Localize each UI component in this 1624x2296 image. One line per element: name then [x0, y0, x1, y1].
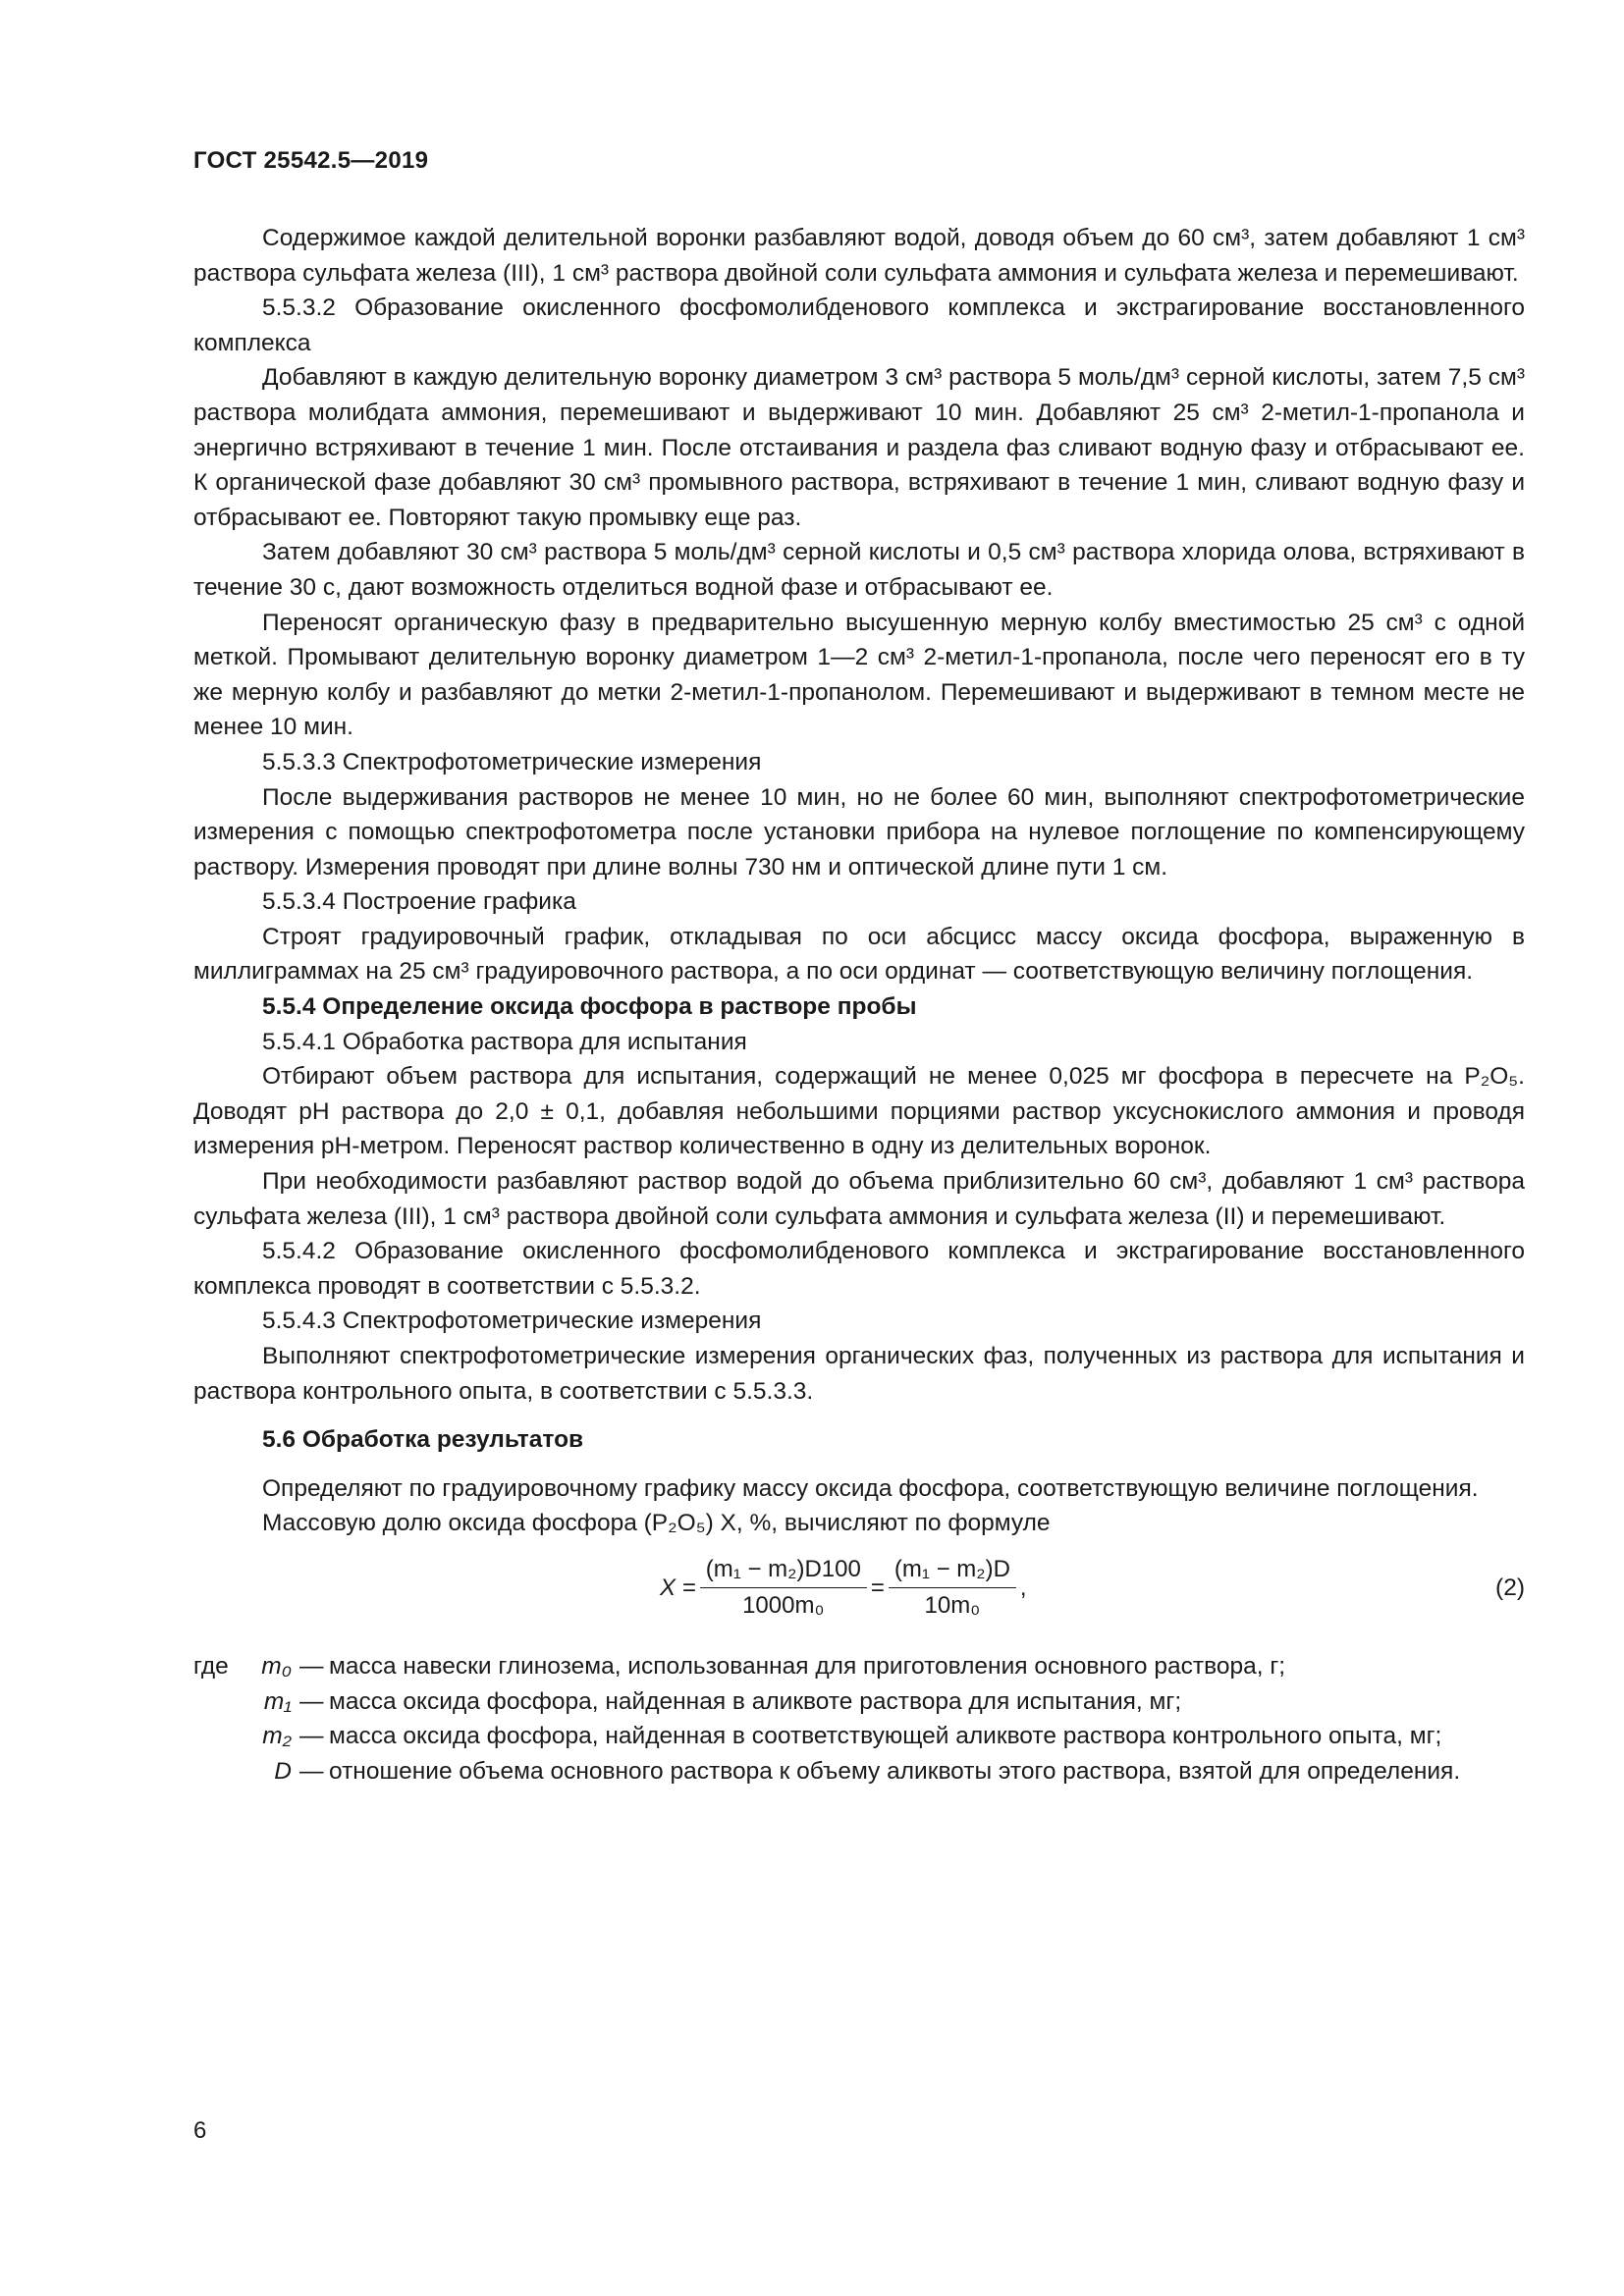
- formula-equals: =: [870, 1575, 885, 1602]
- formula-fraction-1: [700, 1554, 867, 1622]
- page-number: 6: [193, 2117, 207, 2144]
- variable-definitions: [193, 1649, 1525, 1789]
- variable-symbol: m₂: [262, 1723, 292, 1750]
- definition-row: [193, 1684, 1525, 1720]
- paragraph: Определяют по градуировочному графику массу оксида фосфора, соответствующую величине поглощения.: [262, 1474, 1479, 1502]
- paragraph: Переносят органическую фазу в предварительно высушенную мерную колбу вместимостью 25 см³ с одной меткой. Промывают делительную воронку диаметром 1—2 см³ 2-метил-1-пропанола, после чего переносят его в ту же мерную колбу и разбавляют до метки 2-метил-1-пропанолом. Перемешивают и выдерживают в темном месте не менее 10 мин.: [193, 609, 1525, 741]
- variable-symbol: m₀: [261, 1652, 292, 1680]
- where-prefix: где: [193, 1652, 229, 1680]
- section-heading: 5.6 Обработка результатов: [262, 1426, 584, 1454]
- formula: [660, 1553, 1027, 1624]
- definition-dash: —: [299, 1757, 324, 1785]
- formula-lhs: X =: [660, 1575, 696, 1602]
- fraction-numerator: (m₁ − m₂)D: [889, 1554, 1016, 1588]
- variable-definition: масса навески глинозема, использованная для приготовления основного раствора, г;: [329, 1652, 1286, 1680]
- fraction-denominator: 1000m₀: [742, 1592, 825, 1620]
- definition-dash: —: [299, 1687, 324, 1715]
- paragraph: После выдерживания растворов не менее 10 мин, но не более 60 мин, выполняют спектрофотометрические измерения с помощью спектрофотометра после установки прибора на нулевое поглощение по компенсирующему раствору. Измерения проводят при длине волны 730 нм и оптической длине пути 1 см.: [193, 783, 1525, 881]
- formula-tail: ,: [1019, 1575, 1027, 1602]
- variable-definition: отношение объема основного раствора к объему аликвоты этого раствора, взятой для определения.: [329, 1757, 1461, 1785]
- subsection-heading: 5.5.4.3 Спектрофотометрические измерения: [262, 1308, 762, 1335]
- paragraph: Отбирают объем раствора для испытания, содержащий не менее 0,025 мг фосфора в пересчете на P₂O₅. Доводят pH раствора до 2,0 ± 0,1, добавляя небольшими порциями раствор уксуснокислого аммония и проводя измерения pH-метром. Переносят раствор количественно в одну из делительных воронок.: [193, 1063, 1525, 1160]
- subsection-heading: 5.5.3.2 Образование окисленного фосфомолибденового комплекса и экстрагирование восстановленного комплекса: [193, 294, 1525, 356]
- paragraph: При необходимости разбавляют раствор водой до объема приблизительно 60 см³, добавляют 1 см³ раствора сульфата железа (III), 1 см³ раствора двойной соли сульфата аммония и сульфата железа (II) и перемешивают.: [193, 1168, 1525, 1230]
- definition-row: [193, 1719, 1525, 1754]
- subsection-heading: 5.5.3.3 Спектрофотометрические измерения: [262, 748, 762, 775]
- definition-row: [193, 1649, 1525, 1684]
- paragraph: Добавляют в каждую делительную воронку диаметром 3 см³ раствора 5 моль/дм³ серной кислоты, затем 7,5 см³ раствора молибдата аммония, перемешивают и выдерживают 10 мин. Добавляют 25 см³ 2-метил-1-пропанола и энергично встряхивают в течение 1 мин. После отстаивания и раздела фаз сливают водную фазу и отбрасывают ее. К органической фазе добавляют 30 см³ промывного раствора, встряхивают в течение 1 мин, сливают водную фазу и отбрасывают ее. Повторяют такую промывку еще раз.: [193, 364, 1525, 531]
- variable-definition: масса оксида фосфора, найденная в соответствующей аликвоте раствора контрольного опыта, мг;: [329, 1723, 1442, 1750]
- variable-definition: масса оксида фосфора, найденная в аликвоте раствора для испытания, мг;: [329, 1687, 1182, 1715]
- paragraph: Затем добавляют 30 см³ раствора 5 моль/дм³ серной кислоты и 0,5 см³ раствора хлорида олова, встряхивают в течение 30 с, дают возможность отделиться водной фазе и отбрасывают ее.: [193, 539, 1525, 601]
- subsection-heading: 5.5.3.4 Построение графика: [262, 888, 576, 916]
- paragraph: Содержимое каждой делительной воронки разбавляют водой, доводя объем до 60 см³, затем добавляют 1 см³ раствора сульфата железа (III), 1 см³ раствора двойной соли сульфата аммония и сульфата железа и перемешивают.: [193, 225, 1525, 287]
- fraction-numerator: (m₁ − m₂)D100: [700, 1554, 867, 1588]
- document-header: ГОСТ 25542.5—2019: [193, 147, 429, 174]
- section-heading: 5.5.4 Определение оксида фосфора в растворе пробы: [262, 993, 917, 1021]
- paragraph: Массовую долю оксида фосфора (P₂O₅) X, %, вычисляют по формуле: [262, 1510, 1051, 1537]
- fraction-denominator: 10m₀: [924, 1592, 981, 1620]
- subsection-heading: 5.5.4.1 Обработка раствора для испытания: [262, 1028, 747, 1055]
- definition-row: [193, 1754, 1525, 1789]
- variable-symbol: m₁: [263, 1687, 292, 1715]
- equation-number: (2): [1495, 1574, 1525, 1601]
- document-body: [193, 221, 1525, 1789]
- paragraph: 5.5.4.2 Образование окисленного фосфомолибденового комплекса и экстрагирование восстановленного комплекса проводят в соответствии с 5.5.3.2.: [193, 1238, 1525, 1300]
- definition-dash: —: [299, 1652, 324, 1680]
- variable-symbol: D: [274, 1757, 292, 1785]
- paragraph: Выполняют спектрофотометрические измерения органических фаз, полученных из раствора для испытания и раствора контрольного опыта, в соответствии с 5.5.3.3.: [193, 1343, 1525, 1405]
- paragraph: Строят градуировочный график, откладывая по оси абсцисс массу оксида фосфора, выраженную в миллиграммах на 25 см³ градуировочного раствора, а по оси ординат — соответствующую величину поглощения.: [193, 923, 1525, 986]
- formula-fraction-2: [889, 1554, 1016, 1622]
- definition-dash: —: [299, 1723, 324, 1750]
- formula-block: [193, 1553, 1525, 1629]
